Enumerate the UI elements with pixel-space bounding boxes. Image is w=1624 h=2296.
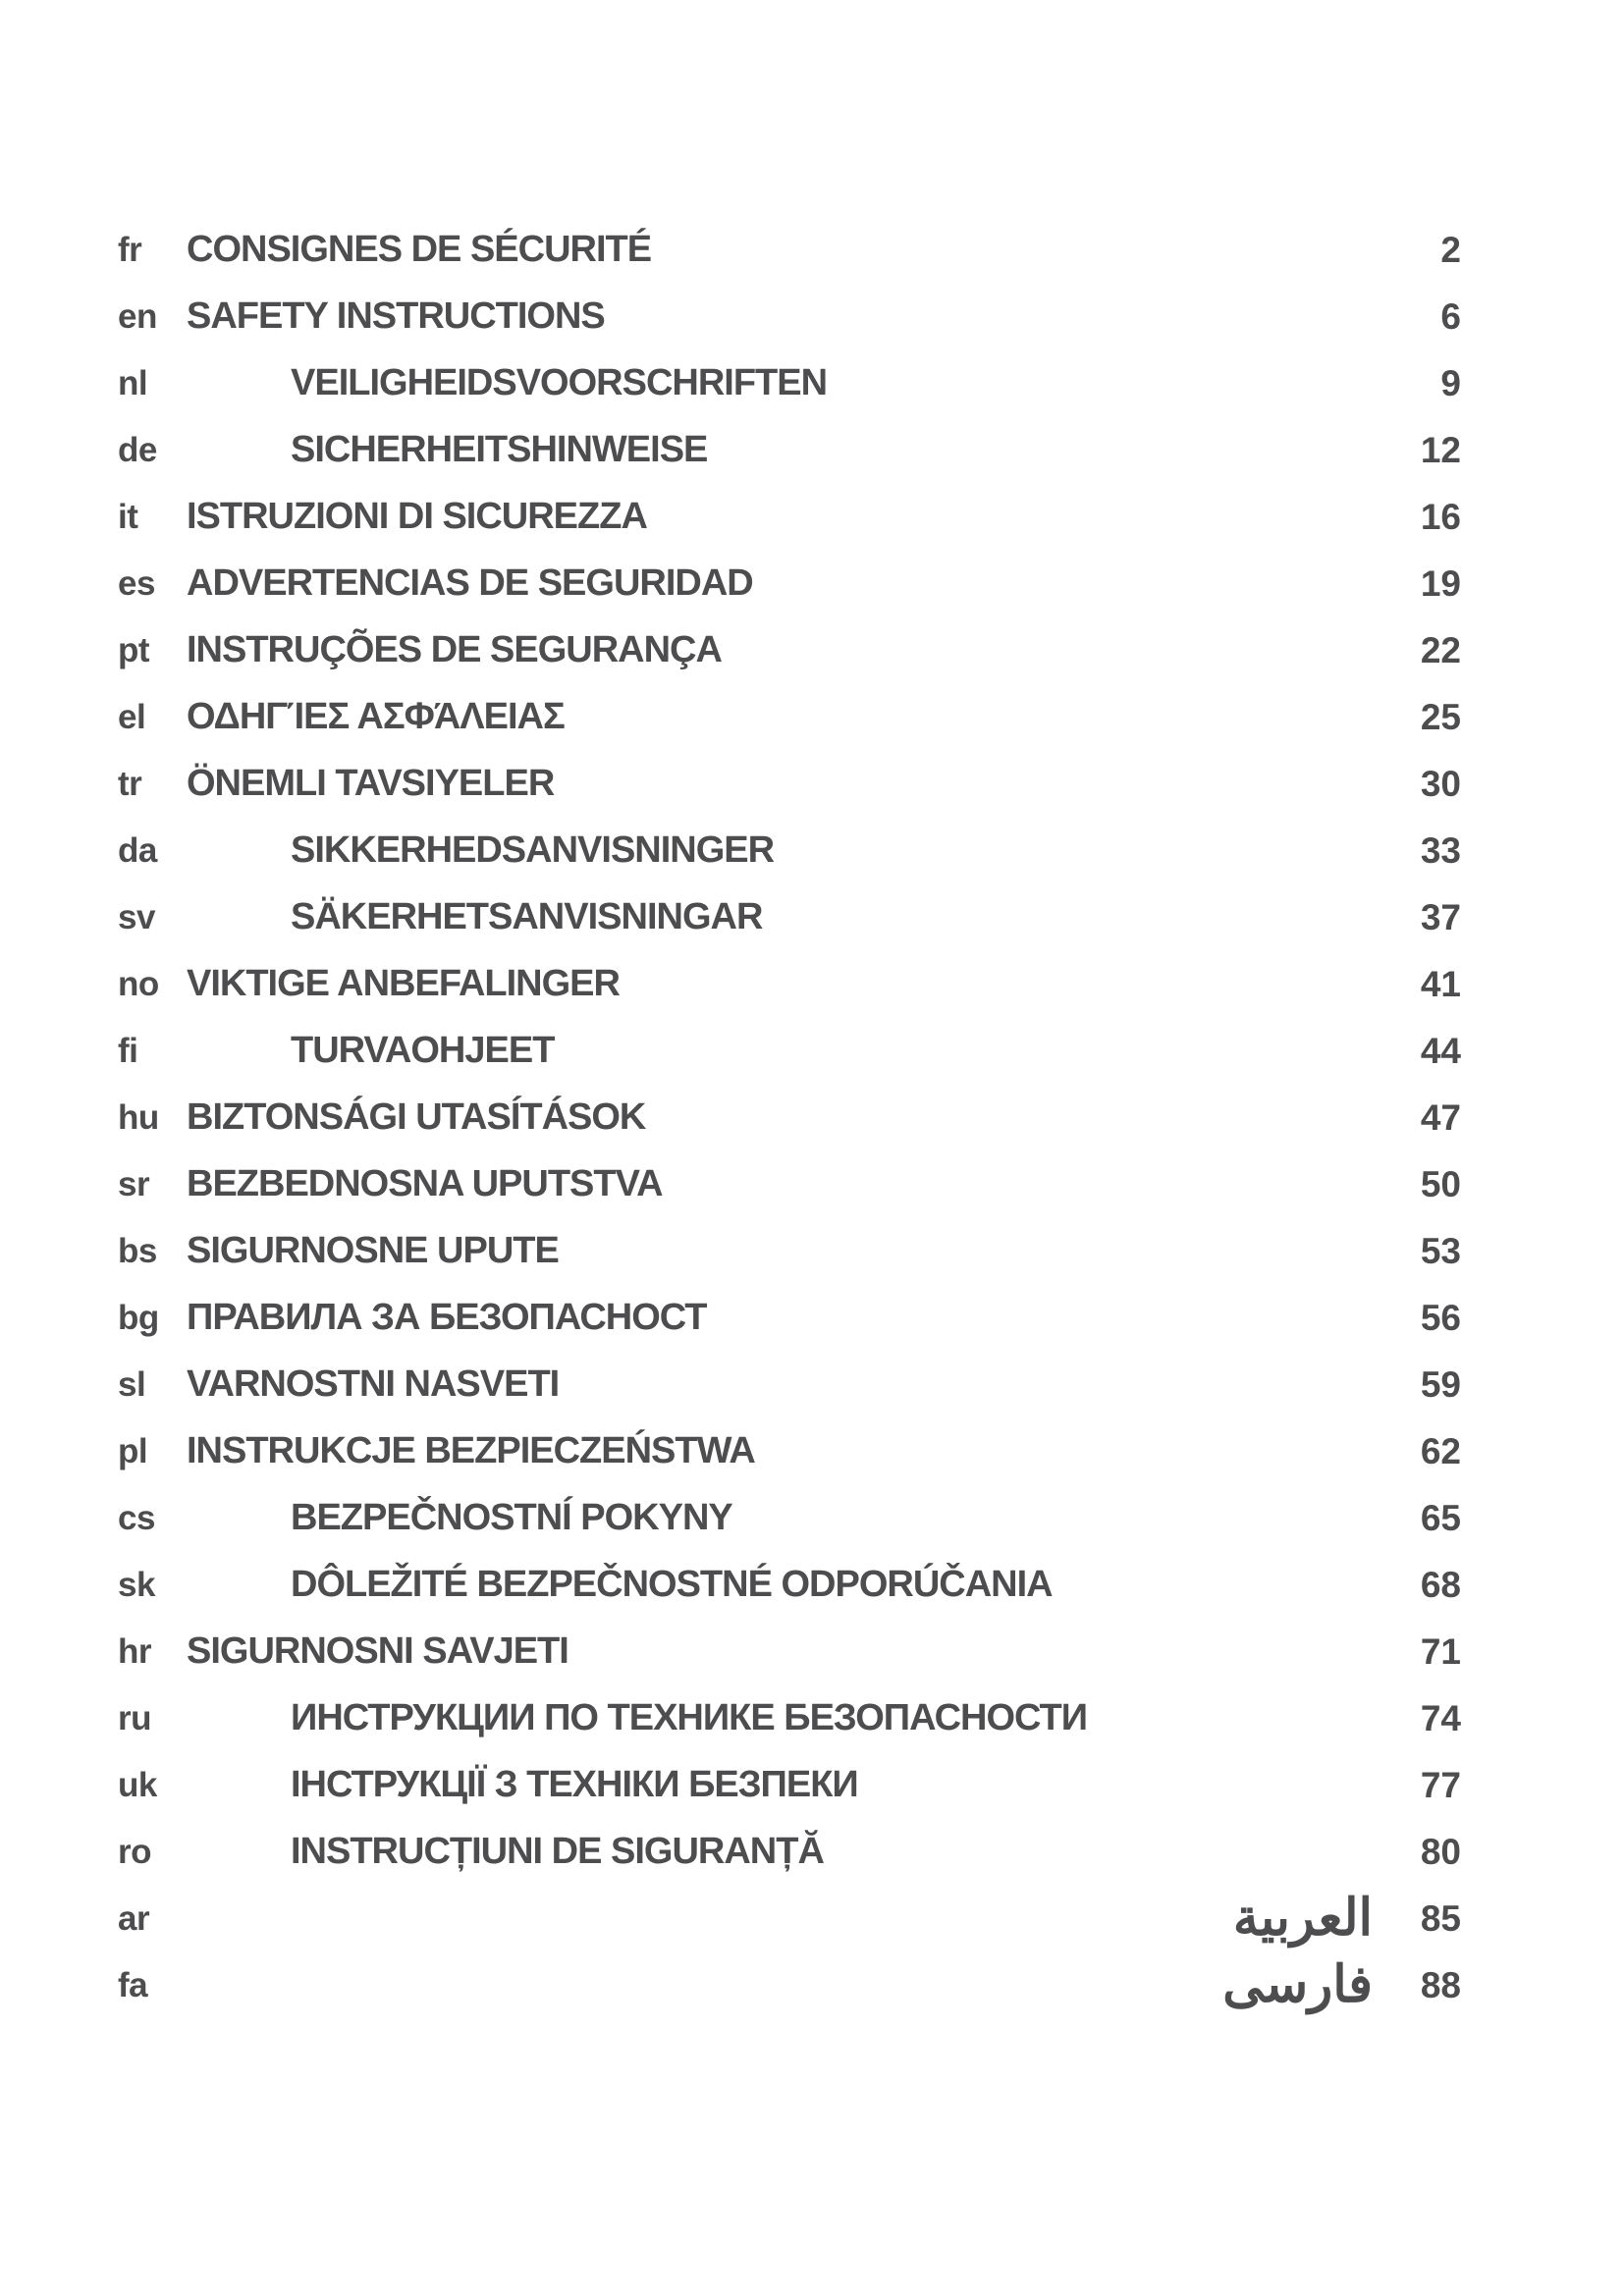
- page-number: 47: [1420, 1096, 1461, 1138]
- entry-title: ИНСТРУКЦИИ ПО ТЕХНИКЕ БЕЗОПАСНОСТИ: [291, 1697, 1088, 1738]
- entry-title: BIZTONSÁGI UTASÍTÁSOK: [187, 1096, 646, 1138]
- language-code: pl: [118, 1431, 148, 1470]
- page-number: 2: [1440, 229, 1461, 270]
- language-code: bs: [118, 1231, 157, 1270]
- entry-title: ПРАВИЛА ЗА БЕЗОПАСНОСТ: [187, 1297, 707, 1338]
- toc-entry: [118, 483, 1461, 550]
- toc-entry: [118, 750, 1461, 817]
- toc-entry: [118, 1484, 1461, 1551]
- toc-entry: [118, 1150, 1461, 1217]
- language-code: hr: [118, 1631, 151, 1671]
- entry-title: INSTRUKCJE BEZPIECZEŃSTWA: [187, 1430, 755, 1471]
- page-number: 41: [1420, 963, 1461, 1004]
- page-number: 37: [1420, 896, 1461, 937]
- entry-title: ÖNEMLI TAVSIYELER: [187, 763, 555, 804]
- entry-title: TURVAOHJEET: [291, 1030, 555, 1071]
- page-number: 65: [1420, 1497, 1461, 1538]
- page-number: 59: [1420, 1363, 1461, 1405]
- language-code: sl: [118, 1364, 146, 1404]
- page-number: 30: [1420, 763, 1461, 804]
- toc-entry: [118, 349, 1461, 416]
- toc-entry: [118, 1417, 1461, 1484]
- entry-title: VEILIGHEIDSVOORSCHRIFTEN: [291, 362, 828, 403]
- toc-entry: [118, 1618, 1461, 1684]
- entry-title: INSTRUCȚIUNI DE SIGURANȚĂ: [291, 1831, 824, 1872]
- language-code: es: [118, 563, 155, 603]
- language-code: uk: [118, 1765, 157, 1804]
- toc-entry: [118, 950, 1461, 1017]
- entry-title: العربية: [1232, 1890, 1373, 1947]
- language-code: de: [118, 430, 157, 469]
- toc-entry: [118, 1885, 1461, 1951]
- toc-entry: [118, 1017, 1461, 1084]
- page-number: 80: [1420, 1831, 1461, 1872]
- language-code: fr: [118, 230, 142, 269]
- language-code: sk: [118, 1565, 155, 1604]
- page-number: 9: [1440, 362, 1461, 403]
- entry-title: SIGURNOSNI SAVJETI: [187, 1630, 568, 1672]
- page-number: 71: [1420, 1630, 1461, 1672]
- page-number: 56: [1420, 1297, 1461, 1338]
- entry-title: ISTRUZIONI DI SICUREZZA: [187, 496, 647, 537]
- toc-entry: [118, 883, 1461, 950]
- language-code: fa: [118, 1965, 148, 2004]
- entry-title: BEZBEDNOSNA UPUTSTVA: [187, 1163, 663, 1204]
- language-code: bg: [118, 1298, 159, 1337]
- toc-entry: [118, 1284, 1461, 1351]
- toc-entry: [118, 1217, 1461, 1284]
- page-number: 6: [1440, 295, 1461, 337]
- language-code: tr: [118, 764, 142, 803]
- toc-entry: [118, 1351, 1461, 1417]
- entry-title: CONSIGNES DE SÉCURITÉ: [187, 229, 652, 270]
- page-number: 33: [1420, 829, 1461, 871]
- page-number: 74: [1420, 1697, 1461, 1738]
- toc-entry: [118, 817, 1461, 883]
- language-code: da: [118, 830, 157, 870]
- page-number: 88: [1420, 1964, 1461, 2005]
- language-code: ro: [118, 1832, 151, 1871]
- toc-entry: [118, 1818, 1461, 1885]
- language-code: sv: [118, 897, 155, 936]
- toc-entry: [118, 616, 1461, 683]
- toc-entry: [118, 283, 1461, 349]
- entry-title: BEZPEČNOSTNÍ POKYNY: [291, 1497, 732, 1538]
- entry-title: VIKTIGE ANBEFALINGER: [187, 963, 620, 1004]
- toc-entry: [118, 683, 1461, 750]
- language-code: hu: [118, 1097, 159, 1137]
- language-code: sr: [118, 1164, 150, 1203]
- toc-entry: [118, 216, 1461, 283]
- entry-title: ADVERTENCIAS DE SEGURIDAD: [187, 562, 753, 604]
- page-number: 50: [1420, 1163, 1461, 1204]
- language-code: pt: [118, 630, 150, 669]
- toc-entry: [118, 1551, 1461, 1618]
- entry-title: SICHERHEITSHINWEISE: [291, 429, 708, 470]
- entry-title: VARNOSTNI NASVETI: [187, 1363, 560, 1405]
- entry-title: INSTRUÇÕES DE SEGURANÇA: [187, 629, 722, 670]
- page-number: 68: [1420, 1564, 1461, 1605]
- page-number: 22: [1420, 629, 1461, 670]
- toc-entry: [118, 550, 1461, 616]
- toc-entry: [118, 416, 1461, 483]
- page-number: 44: [1420, 1030, 1461, 1071]
- language-code: ar: [118, 1898, 150, 1938]
- toc-entry: [118, 1951, 1461, 2018]
- toc-entry: [118, 1684, 1461, 1751]
- entry-title: SAFETY INSTRUCTIONS: [187, 295, 605, 337]
- language-code: it: [118, 497, 138, 536]
- entry-title: DÔLEŽITÉ BEZPEČNOSTNÉ ODPORÚČANIA: [291, 1564, 1053, 1605]
- entry-title: ΟΔΗΓΊΕΣ ΑΣΦΆΛΕΙΑΣ: [187, 696, 565, 737]
- toc-entry: [118, 1751, 1461, 1818]
- page-number: 85: [1420, 1897, 1461, 1939]
- entry-title: فارسی: [1222, 1956, 1373, 2013]
- page-number: 53: [1420, 1230, 1461, 1271]
- page-number: 16: [1420, 496, 1461, 537]
- entry-title: SIKKERHEDSANVISNINGER: [291, 829, 775, 871]
- toc-entry: [118, 1084, 1461, 1150]
- language-code: el: [118, 697, 146, 736]
- entry-title: ІНСТРУКЦІЇ З ТЕХНІКИ БЕЗПЕКИ: [291, 1764, 858, 1805]
- page-number: 77: [1420, 1764, 1461, 1805]
- table-of-contents: [118, 216, 1461, 2018]
- language-code: ru: [118, 1698, 151, 1737]
- language-code: en: [118, 296, 157, 336]
- page-number: 25: [1420, 696, 1461, 737]
- page-number: 62: [1420, 1430, 1461, 1471]
- page-number: 12: [1420, 429, 1461, 470]
- entry-title: SIGURNOSNE UPUTE: [187, 1230, 559, 1271]
- entry-title: SÄKERHETSANVISNINGAR: [291, 896, 763, 937]
- language-code: fi: [118, 1031, 138, 1070]
- language-code: nl: [118, 363, 148, 402]
- language-code: no: [118, 964, 159, 1003]
- page-number: 19: [1420, 562, 1461, 604]
- language-code: cs: [118, 1498, 155, 1537]
